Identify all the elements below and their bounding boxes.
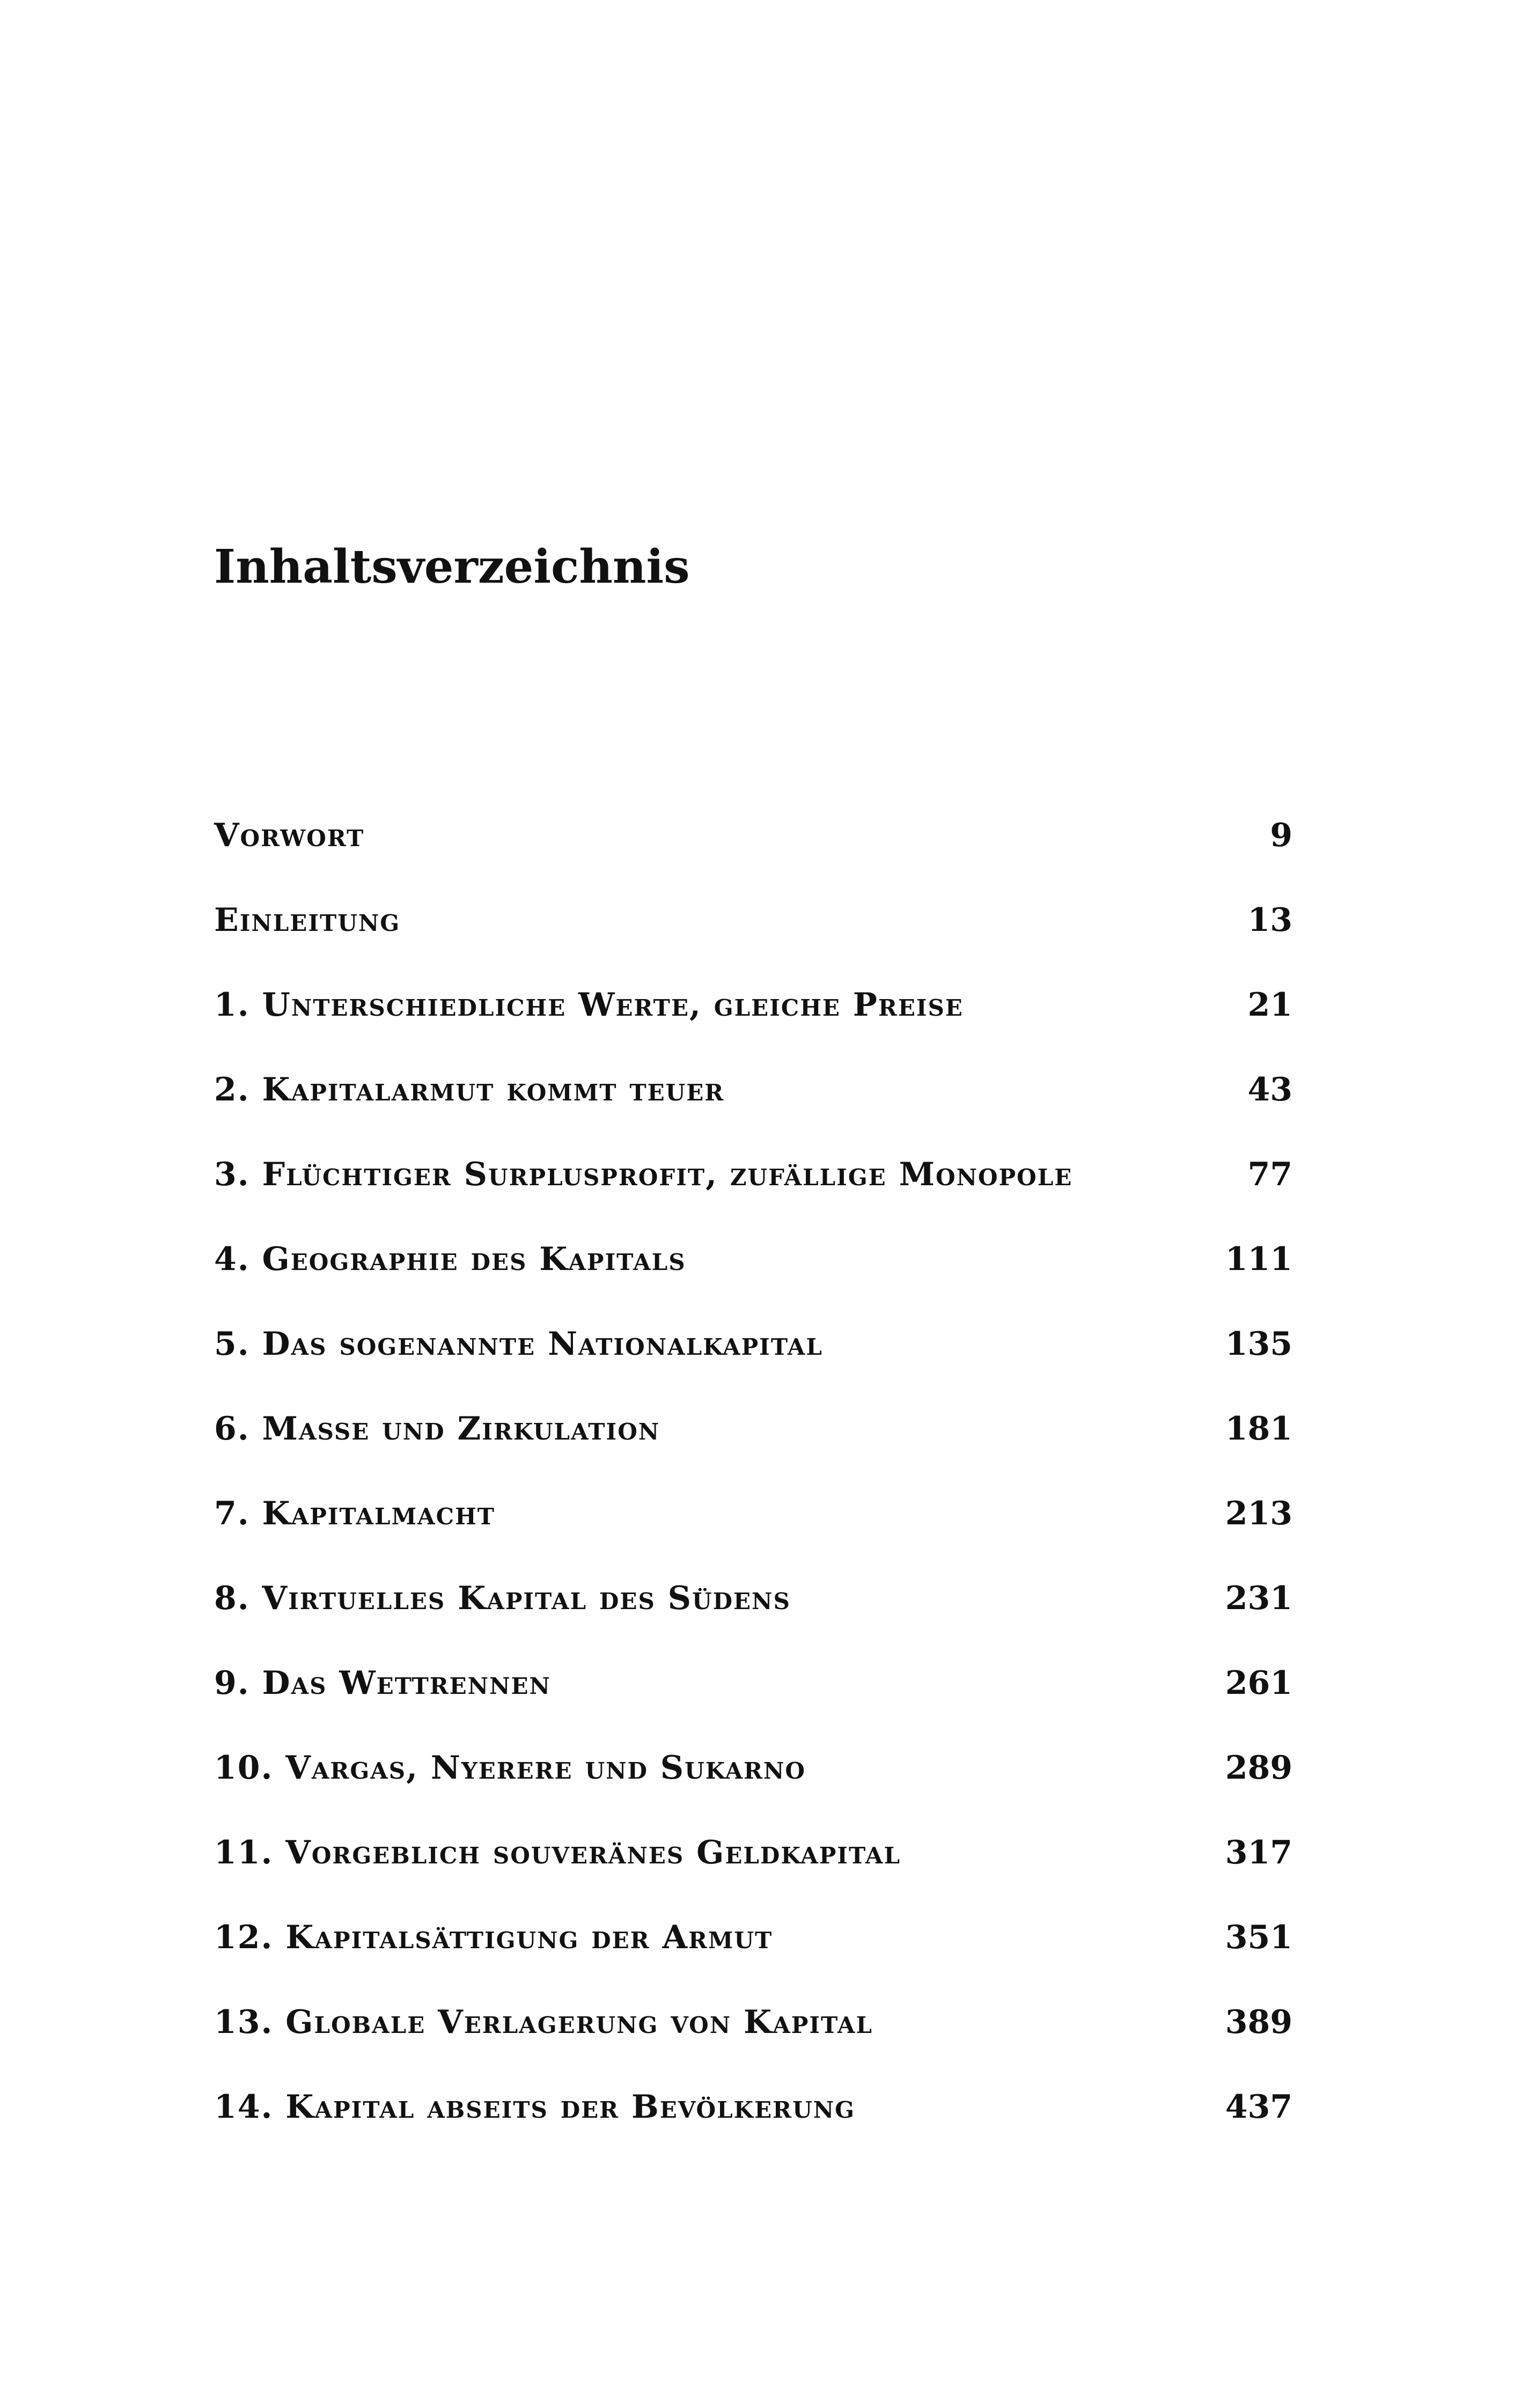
toc-entry-page: 261 (1225, 1664, 1292, 1702)
toc-entry-page: 181 (1225, 1410, 1292, 1448)
toc-entry (214, 1489, 1292, 1574)
toc-entry-title: 14. Kapital abseits der Bevölkerung (214, 2088, 855, 2126)
toc-entry (214, 1320, 1292, 1405)
toc-entry-page: 289 (1225, 1749, 1292, 1787)
toc-entry-page: 317 (1225, 1834, 1292, 1871)
toc-entry-page: 43 (1247, 1071, 1292, 1108)
toc-entry (214, 1574, 1292, 1659)
toc-entry-page: 21 (1247, 986, 1292, 1024)
toc-entry-title: 2. Kapitalarmut kommt teuer (214, 1071, 725, 1108)
toc-entry-title: 1. Unterschiedliche Werte, gleiche Preise (214, 986, 964, 1024)
toc-entry (214, 1659, 1292, 1744)
toc-entry-title: 6. Masse und Zirkulation (214, 1410, 660, 1448)
toc-entry (214, 1829, 1292, 1913)
toc-entry-title: 7. Kapitalmacht (214, 1495, 496, 1532)
toc-entry-title: 5. Das sogenannte Nationalkapital (214, 1325, 823, 1363)
table-of-contents (214, 811, 1292, 2168)
toc-entry-title: 8. Virtuelles Kapital des Südens (214, 1580, 791, 1617)
toc-entry-page: 437 (1225, 2088, 1292, 2126)
toc-entry-page: 111 (1225, 1240, 1292, 1278)
toc-entry-page: 135 (1225, 1325, 1292, 1363)
toc-entry-title: 9. Das Wettrennen (214, 1664, 551, 1702)
toc-entry-page: 351 (1225, 1919, 1292, 1956)
toc-entry-title: 4. Geographie des Kapitals (214, 1240, 686, 1278)
toc-entry (214, 2083, 1292, 2168)
toc-entry (214, 896, 1292, 981)
toc-entry-title: Einleitung (214, 901, 401, 939)
toc-entry (214, 1405, 1292, 1489)
toc-entry (214, 1235, 1292, 1320)
toc-entry-page: 389 (1225, 2003, 1292, 2041)
toc-entry (214, 1998, 1292, 2083)
page-title: Inhaltsverzeichnis (214, 540, 690, 594)
toc-entry-title: 13. Globale Verlagerung von Kapital (214, 2003, 873, 2041)
toc-entry (214, 1913, 1292, 1998)
toc-entry-title: Vorwort (214, 817, 365, 854)
toc-entry-page: 9 (1270, 817, 1292, 854)
toc-entry (214, 981, 1292, 1066)
toc-entry (214, 1150, 1292, 1235)
toc-entry-page: 77 (1247, 1156, 1292, 1193)
toc-entry (214, 1744, 1292, 1829)
toc-entry-page: 231 (1225, 1580, 1292, 1617)
toc-entry-title: 3. Flüchtiger Surplusprofit, zufällige Monopole (214, 1156, 1073, 1193)
toc-entry (214, 811, 1292, 896)
toc-entry-title: 12. Kapitalsättigung der Armut (214, 1919, 773, 1956)
toc-entry-title: 11. Vorgeblich souveränes Geldkapital (214, 1834, 901, 1871)
toc-entry (214, 1066, 1292, 1150)
toc-entry-page: 213 (1225, 1495, 1292, 1532)
toc-entry-title: 10. Vargas, Nyerere und Sukarno (214, 1749, 806, 1787)
toc-entry-page: 13 (1247, 901, 1292, 939)
